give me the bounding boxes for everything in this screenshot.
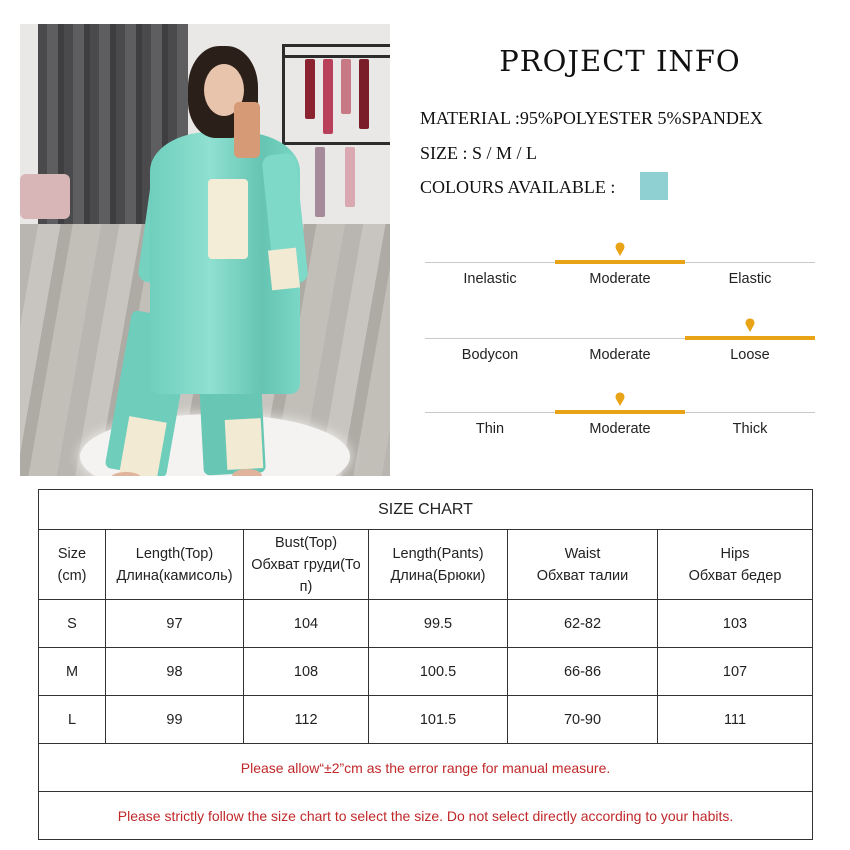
scale-label: Inelastic — [463, 271, 517, 287]
scale-highlight — [685, 336, 815, 340]
photo-ottoman — [20, 174, 70, 219]
project-info-title: PROJECT INFO — [499, 44, 741, 78]
size-chart — [38, 489, 812, 837]
header-line: Waist — [564, 545, 601, 562]
product-photo — [20, 24, 390, 476]
rack-garment — [345, 147, 355, 207]
header-line: (cm) — [57, 567, 87, 584]
header-line: Длина(камисоль) — [116, 567, 233, 584]
table-row — [39, 648, 813, 696]
table-row — [39, 600, 813, 648]
error-range-note: Please allow“±2”cm as the error range for manual measure. — [39, 744, 813, 792]
note-row — [39, 792, 813, 840]
scale-label: Moderate — [589, 421, 651, 437]
photo-pants-hem — [225, 418, 264, 470]
scale-highlight — [555, 260, 685, 264]
table-cell: S — [39, 600, 106, 648]
scale-label: Thin — [475, 421, 505, 437]
size-line: SIZE : S / M / L — [420, 143, 538, 163]
header-line: Length(Top) — [135, 545, 214, 562]
scale-label: Elastic — [728, 271, 772, 287]
size-chart-caption: SIZE CHART — [39, 490, 813, 530]
header-length-top — [106, 530, 244, 600]
scale-label: Moderate — [589, 271, 651, 287]
colours-line: COLOURS AVAILABLE : — [420, 177, 616, 197]
rack-garment — [359, 59, 369, 129]
scale-label: Moderate — [589, 347, 651, 363]
table-cell: 107 — [658, 648, 813, 696]
table-cell: 98 — [106, 648, 244, 696]
photo-phone — [234, 102, 260, 158]
table-cell: 99 — [106, 696, 244, 744]
table-cell: 66-86 — [508, 648, 658, 696]
table-cell: 103 — [658, 600, 813, 648]
photo-foot — [232, 469, 262, 476]
thickness-scale — [425, 390, 815, 450]
rack-bar — [285, 55, 390, 58]
colour-swatch — [640, 172, 668, 200]
header-line: Длина(Брюки) — [390, 567, 486, 584]
size-selection-note: Please strictly follow the size chart to select the size. Do not select directly according to your habits. — [39, 792, 813, 840]
rack-garment — [341, 59, 351, 114]
header-line: Size — [57, 545, 87, 562]
header-line: п) — [299, 578, 313, 595]
rack-garment — [305, 59, 315, 119]
scale-label: Bodycon — [461, 347, 519, 363]
header-line: Hips — [720, 545, 750, 562]
size-chart-table — [38, 489, 813, 840]
scale-label: Thick — [732, 421, 768, 437]
table-cell: 62-82 — [508, 600, 658, 648]
scale-marker-icon — [615, 392, 625, 406]
photo-camisole — [208, 179, 248, 259]
header-bust-top — [244, 530, 369, 600]
table-cell: 104 — [244, 600, 369, 648]
header-line: Bust(Top) — [274, 534, 338, 551]
table-cell: 112 — [244, 696, 369, 744]
header-size — [39, 530, 106, 600]
header-line: Обхват талии — [536, 567, 629, 584]
table-cell: 70-90 — [508, 696, 658, 744]
table-cell: 101.5 — [369, 696, 508, 744]
table-cell: 108 — [244, 648, 369, 696]
rack-garment — [315, 147, 325, 217]
stretch-scale — [425, 240, 815, 300]
table-cell: 99.5 — [369, 600, 508, 648]
photo-robe-cuff — [268, 248, 300, 291]
table-cell: 100.5 — [369, 648, 508, 696]
header-waist — [508, 530, 658, 600]
scale-highlight — [555, 410, 685, 414]
fit-scale — [425, 316, 815, 376]
scale-marker-icon — [745, 318, 755, 332]
note-row — [39, 744, 813, 792]
table-cell: 111 — [658, 696, 813, 744]
table-cell: M — [39, 648, 106, 696]
header-line: Обхват бедер — [688, 567, 782, 584]
scale-marker-icon — [615, 242, 625, 256]
table-cell: L — [39, 696, 106, 744]
table-cell: 97 — [106, 600, 244, 648]
scale-label: Loose — [730, 347, 770, 363]
rack-bar — [285, 142, 390, 145]
header-line: Length(Pants) — [392, 545, 484, 562]
header-line: Обхват груди(То — [251, 556, 361, 573]
header-length-pants — [369, 530, 508, 600]
table-row — [39, 696, 813, 744]
size-chart-header-row — [39, 530, 813, 600]
material-line: MATERIAL :95%POLYESTER 5%SPANDEX — [420, 108, 763, 128]
rack-garment — [323, 59, 333, 134]
header-hips — [658, 530, 813, 600]
